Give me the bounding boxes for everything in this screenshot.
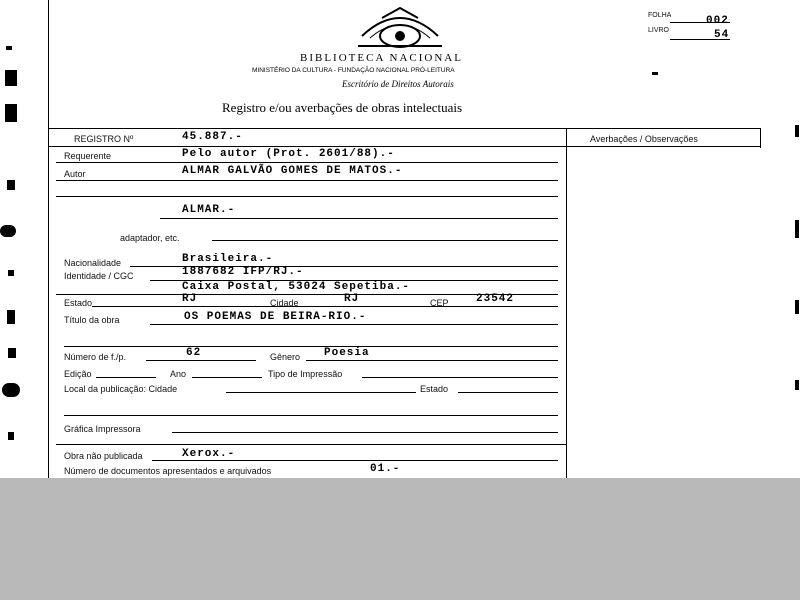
institution-name: BIBLIOTECA NACIONAL <box>300 52 463 64</box>
annotations-header: Averbações / Observações <box>590 134 698 144</box>
autor-rule <box>56 180 558 181</box>
titulo-label: Título da obra <box>64 315 120 325</box>
ministry-line: MINISTÉRIO DA CULTURA - FUNDAÇÃO NACIONAL PRÓ-LEITURA <box>252 67 455 74</box>
adaptador-label: adaptador, etc. <box>120 233 180 243</box>
titulo-rule <box>150 324 558 325</box>
obra-rule <box>152 460 558 461</box>
genero-value: Poesia <box>324 347 370 359</box>
livro-label: LIVRO <box>648 27 670 34</box>
endereco-value: Caixa Postal, 53024 Sepetiba.- <box>182 281 411 293</box>
obra-box-top <box>56 444 566 445</box>
livro-value: 54 <box>714 29 730 41</box>
genero-label: Gênero <box>270 352 301 362</box>
pseudonimo-rule <box>160 218 558 219</box>
autor-label: Autor <box>64 169 86 179</box>
requerente-label: Requerente <box>64 151 112 161</box>
binding-mark <box>8 270 14 276</box>
numero-fls-label: Número de f./p. <box>64 352 127 362</box>
page-left-edge <box>48 0 49 478</box>
numero-fls-value: 62 <box>186 347 202 359</box>
estado2-label: Estado <box>420 384 449 394</box>
edicao-label: Edição <box>64 369 92 379</box>
scan-background <box>0 478 800 600</box>
cidade-value: RJ <box>344 293 360 305</box>
table-top-rule <box>48 128 760 129</box>
ano-label: Ano <box>170 369 187 379</box>
binding-mark <box>7 180 15 190</box>
identidade-label: Identidade / CGC <box>64 271 134 281</box>
local-publicacao-label: Local da publicação: Cidade <box>64 384 178 394</box>
edge-mark <box>795 380 799 390</box>
folha-label: FOLHA <box>648 12 672 19</box>
annotations-divider <box>566 128 567 478</box>
registro-value: 45.887.- <box>182 131 243 143</box>
binding-mark <box>7 310 15 324</box>
requerente-rule <box>56 162 558 163</box>
binding-mark <box>8 432 14 440</box>
form-title: Registro e/ou averbações de obras intelectuais <box>222 100 463 115</box>
cep-value: 23542 <box>476 293 515 305</box>
estado-value: RJ <box>182 293 198 305</box>
local-publicacao-rule <box>226 392 416 393</box>
nacionalidade-label: Nacionalidade <box>64 258 122 268</box>
binding-mark <box>8 348 16 358</box>
cep-label: CEP <box>430 298 449 308</box>
edge-mark <box>795 125 799 137</box>
binding-hole <box>0 225 16 237</box>
annotations-header-rule <box>566 146 760 147</box>
num-documentos-value: 01.- <box>370 463 401 475</box>
registro-label: REGISTRO Nº <box>74 134 134 144</box>
adaptador-rule <box>212 240 558 241</box>
nacionalidade-value: Brasileira.- <box>182 253 274 265</box>
binding-mark <box>5 104 17 122</box>
grafica-label: Gráfica Impressora <box>64 424 141 434</box>
obra-nao-publicada-value: Xerox.- <box>182 448 236 460</box>
obra-nao-publicada-label: Obra não publicada <box>64 451 143 461</box>
cidade-label: Cidade <box>270 298 299 308</box>
smudge-mark <box>652 72 658 75</box>
tipo-impressao-label: Tipo de Impressão <box>268 369 343 379</box>
ano-rule <box>192 377 262 378</box>
grafica-rule <box>172 432 558 433</box>
folha-value: 002 <box>706 15 729 27</box>
office-name: Escritório de Direitos Autorais <box>342 79 454 89</box>
estado-label: Estado <box>64 298 93 308</box>
titulo-rule-2 <box>64 346 558 347</box>
registro-rule <box>48 146 566 147</box>
numero-fls-rule <box>146 360 256 361</box>
num-documentos-label: Número de documentos apresentados e arquivados <box>64 466 272 476</box>
binding-mark <box>5 70 17 86</box>
titulo-value: OS POEMAS DE BEIRA-RIO.- <box>184 311 367 323</box>
requerente-value: Pelo autor (Prot. 2601/88).- <box>182 148 395 160</box>
edge-mark <box>795 300 799 314</box>
edge-mark <box>795 220 799 238</box>
tipo-impressao-rule <box>362 377 558 378</box>
local-rule-2 <box>64 415 558 416</box>
binding-hole <box>2 383 20 397</box>
binding-mark <box>6 46 12 50</box>
autor-value: ALMAR GALVÃO GOMES DE MATOS.- <box>182 165 403 177</box>
edicao-rule <box>96 377 156 378</box>
pseudonimo-value: ALMAR.- <box>182 204 236 216</box>
genero-rule <box>306 360 558 361</box>
estado-rule <box>92 306 558 307</box>
identidade-value: 1887682 IFP/RJ.- <box>182 266 304 278</box>
table-right-rule <box>760 128 761 148</box>
estado2-rule <box>458 392 558 393</box>
coat-of-arms-emblem <box>352 6 448 52</box>
autor-rule-2 <box>56 196 558 197</box>
